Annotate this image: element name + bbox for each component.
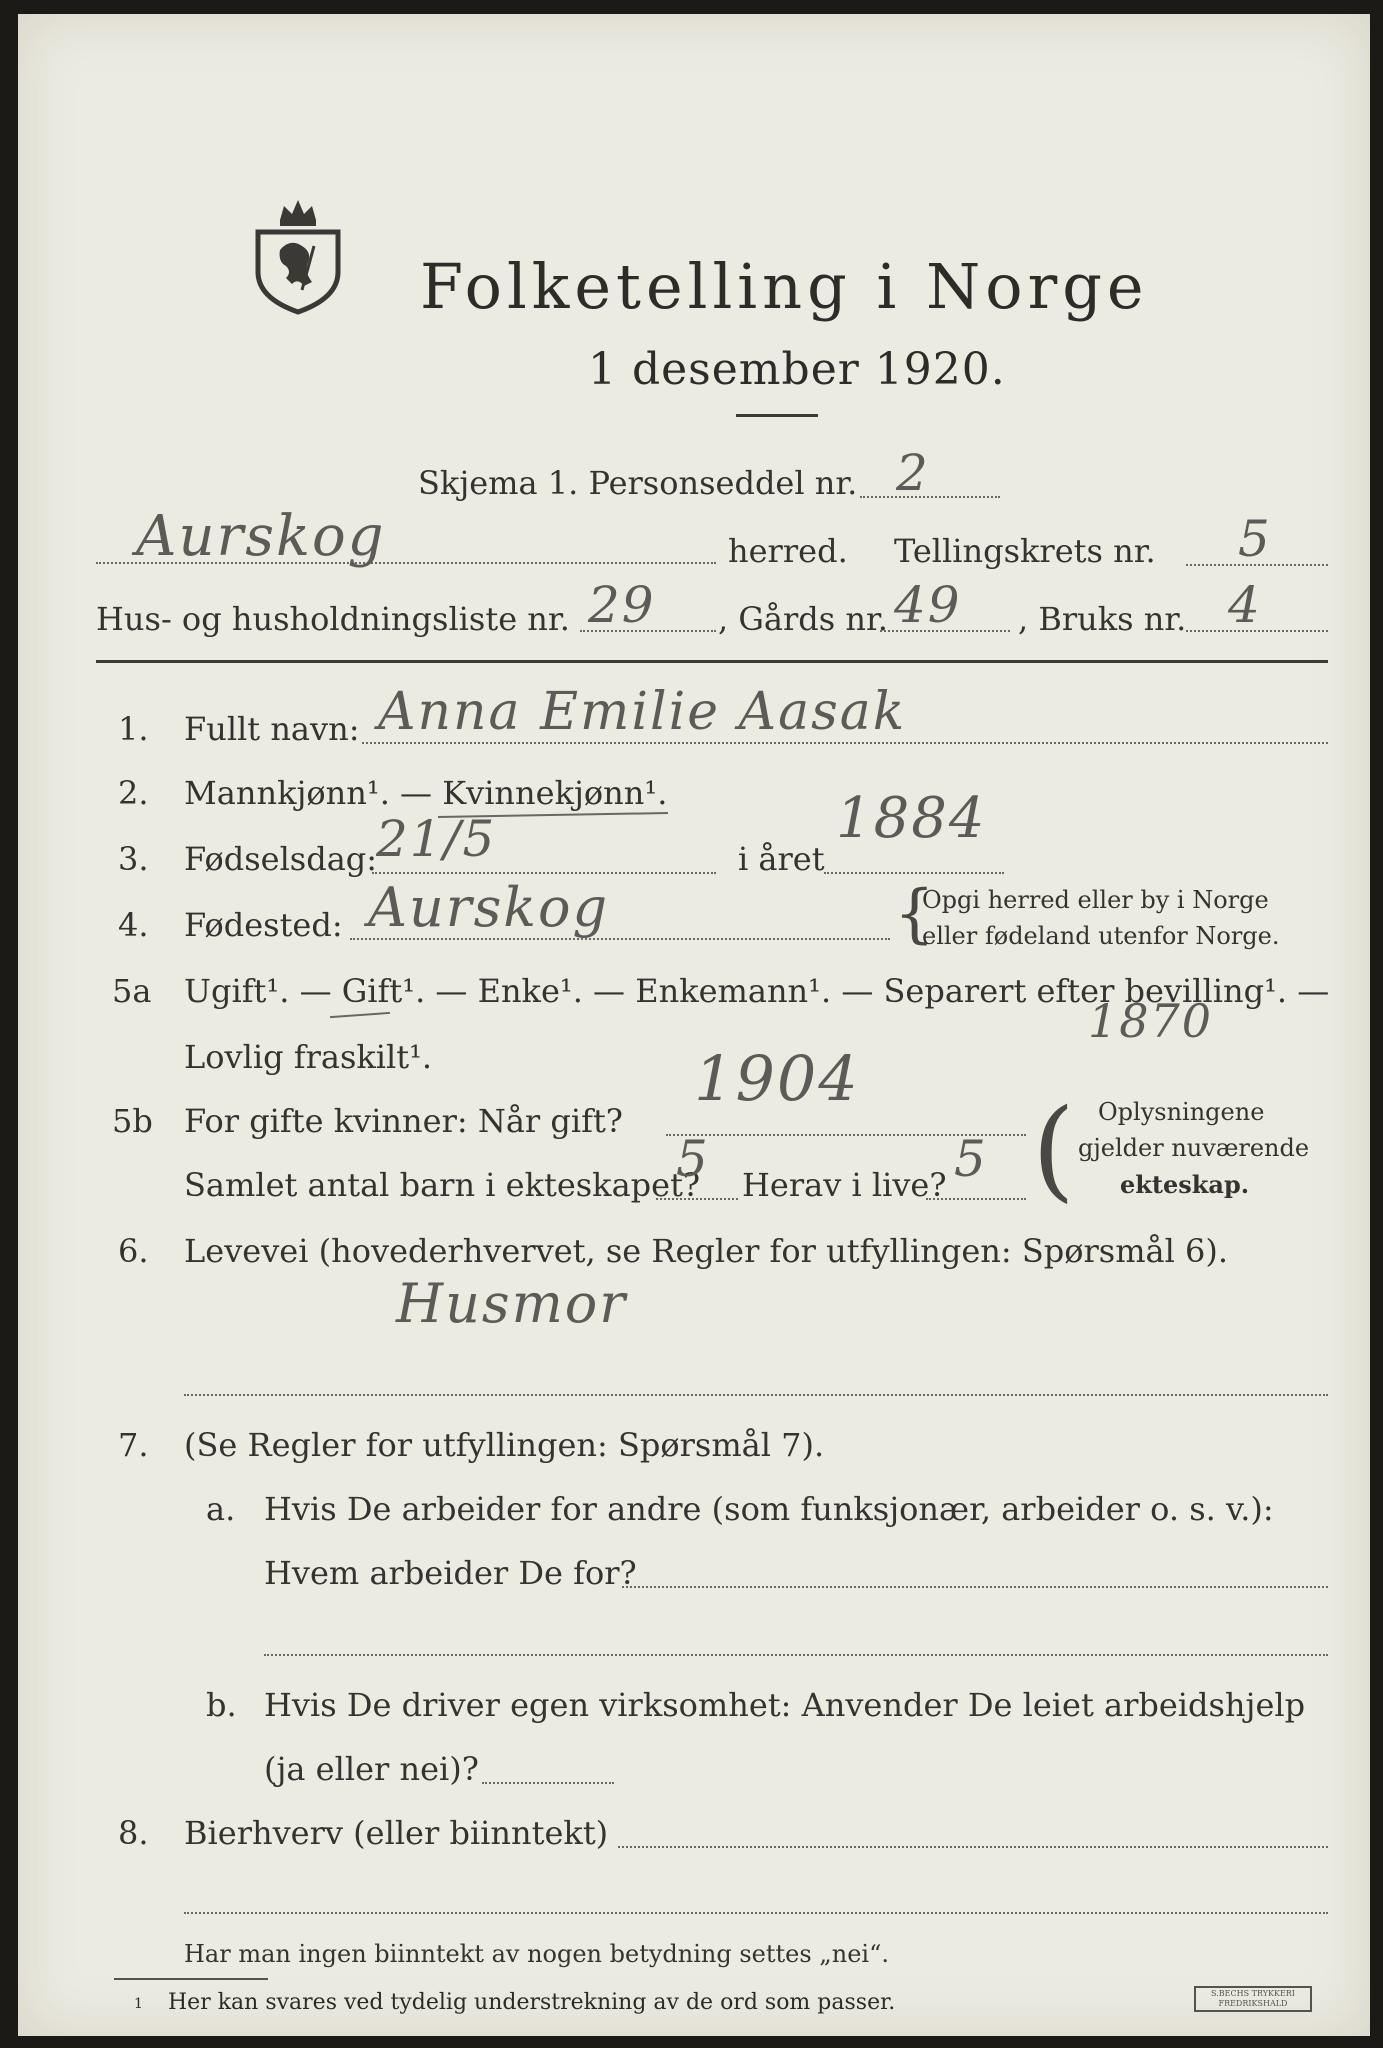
q4-note-line2: eller fødeland utenfor Norge. xyxy=(922,922,1280,950)
q5b-note-line2: gjelder nuværende xyxy=(1078,1134,1310,1162)
skjema-label: Skjema 1. Personseddel nr. xyxy=(418,464,858,502)
footnote-text: Her kan svares ved tydelig understrekning av de ord som passer. xyxy=(168,1990,896,2015)
header-rule xyxy=(96,660,1328,663)
q5a-gift-underline xyxy=(330,1012,390,1018)
census-form-page xyxy=(18,14,1370,2036)
q5b-children-label: Samlet antal barn i ekteskapet? xyxy=(184,1166,701,1204)
q6-line xyxy=(184,1394,1328,1396)
q1-full-name[interactable]: Anna Emilie Aasak xyxy=(378,682,907,742)
title-divider xyxy=(736,414,818,417)
q4-birthplace[interactable]: Aurskog xyxy=(368,876,610,939)
q3-birth-date[interactable]: 21/5 xyxy=(376,810,497,868)
personseddel-value[interactable]: 2 xyxy=(896,444,930,502)
q3-number: 3. xyxy=(118,840,149,878)
q6-number: 6. xyxy=(118,1232,149,1270)
q5b-married-label: For gifte kvinner: Når gift? xyxy=(184,1102,623,1140)
q1-number: 1. xyxy=(118,710,149,748)
tellingskrets-label: Tellingskrets nr. xyxy=(894,532,1156,570)
q5a-annotation: 1870 xyxy=(1088,994,1214,1048)
q7a-letter: a. xyxy=(206,1490,236,1528)
herred-label: herred. xyxy=(728,532,848,570)
printer-stamp xyxy=(1194,1986,1312,2012)
gards-label: , Gårds nr. xyxy=(718,600,888,638)
q2-number: 2. xyxy=(118,774,149,812)
footnote-divider xyxy=(114,1978,268,1980)
q7a-line2: Hvem arbeider De for? xyxy=(264,1554,637,1592)
q7-number: 7. xyxy=(118,1426,149,1464)
q5b-alive-label: Herav i live? xyxy=(742,1166,947,1204)
q3-year-label: i året xyxy=(738,840,825,878)
q7b-line2: (ja eller nei)? xyxy=(264,1750,479,1788)
q7b-line1: Hvis De driver egen virksomhet: Anvender De leiet arbeidshjelp xyxy=(264,1686,1306,1724)
gards-value[interactable]: 49 xyxy=(894,576,962,634)
q3-year-line xyxy=(824,872,1004,874)
q8-label: Bierhverv (eller biinntekt) xyxy=(184,1814,609,1852)
q7-label: (Se Regler for utfyllingen: Spørsmål 7). xyxy=(184,1426,825,1464)
q5a-status-options[interactable]: Ugift¹. — Gift¹. — Enke¹. — Enkemann¹. — Separert efter bevilling¹. — xyxy=(184,972,1330,1010)
bruks-value[interactable]: 4 xyxy=(1228,576,1262,634)
personseddel-line xyxy=(860,496,1000,498)
q6-occupation[interactable]: Husmor xyxy=(396,1272,628,1335)
q3-birth-year[interactable]: 1884 xyxy=(836,786,987,851)
q4-note-line1: Opgi herred eller by i Norge xyxy=(922,886,1269,914)
husliste-value[interactable]: 29 xyxy=(588,576,656,634)
q1-label: Fullt navn: xyxy=(184,710,360,748)
q5a-number: 5a xyxy=(112,972,152,1010)
q5b-note-line1: Oplysningene xyxy=(1098,1098,1265,1126)
q4-label: Fødested: xyxy=(184,906,343,944)
q7a-line1: Hvis De arbeider for andre (som funksjonær, arbeider o. s. v.): xyxy=(264,1490,1274,1528)
q7b-letter: b. xyxy=(206,1686,237,1724)
q5b-children-count[interactable]: 5 xyxy=(676,1130,710,1188)
printer-stamp-line1: S.BECHS TRYKKERI xyxy=(1211,1989,1295,1998)
bruks-label: , Bruks nr. xyxy=(1018,600,1187,638)
q5b-alive-line xyxy=(926,1198,1026,1200)
q3-day-line xyxy=(372,872,716,874)
q4-brace: { xyxy=(894,877,935,951)
q5b-bracket: ( xyxy=(1032,1085,1075,1213)
q8-number: 8. xyxy=(118,1814,149,1852)
printer-stamp-line2: FREDRIKSHALD xyxy=(1218,1999,1288,2008)
q5b-number: 5b xyxy=(112,1102,153,1140)
q7a-answer-line2[interactable] xyxy=(264,1654,1328,1656)
census-date: 1 desember 1920. xyxy=(588,344,1006,395)
q2-sex-options[interactable]: Mannkjønn¹. — Kvinnekjønn¹. xyxy=(184,774,668,812)
footnote-number: 1 xyxy=(134,1996,143,2012)
tellingskrets-value[interactable]: 5 xyxy=(1238,510,1272,568)
q5b-married-year[interactable]: 1904 xyxy=(694,1042,860,1115)
q1-line xyxy=(362,742,1328,744)
herred-value[interactable]: Aurskog xyxy=(136,504,386,569)
coat-of-arms-icon xyxy=(250,190,346,316)
q3-label: Fødselsdag: xyxy=(184,840,378,878)
q5a-status-options-cont[interactable]: Lovlig fraskilt¹. xyxy=(184,1038,433,1076)
q6-label: Levevei (hovederhvervet, se Regler for utfyllingen: Spørsmål 6). xyxy=(184,1232,1229,1270)
husliste-label: Hus- og husholdningsliste nr. xyxy=(96,600,570,638)
q5b-children-line xyxy=(656,1198,738,1200)
footer-note: Har man ingen biinntekt av nogen betydning settes „nei“. xyxy=(184,1940,889,1968)
q5b-note-line3: ekteskap. xyxy=(1120,1170,1250,1199)
q4-number: 4. xyxy=(118,906,149,944)
q7a-answer-line[interactable] xyxy=(622,1586,1328,1588)
q8-answer-line[interactable] xyxy=(618,1846,1328,1848)
q5b-alive-count[interactable]: 5 xyxy=(954,1130,988,1188)
form-title: Folketelling i Norge xyxy=(420,250,1149,323)
q8-answer-line2[interactable] xyxy=(184,1912,1328,1914)
q7b-answer-line[interactable] xyxy=(482,1782,614,1784)
